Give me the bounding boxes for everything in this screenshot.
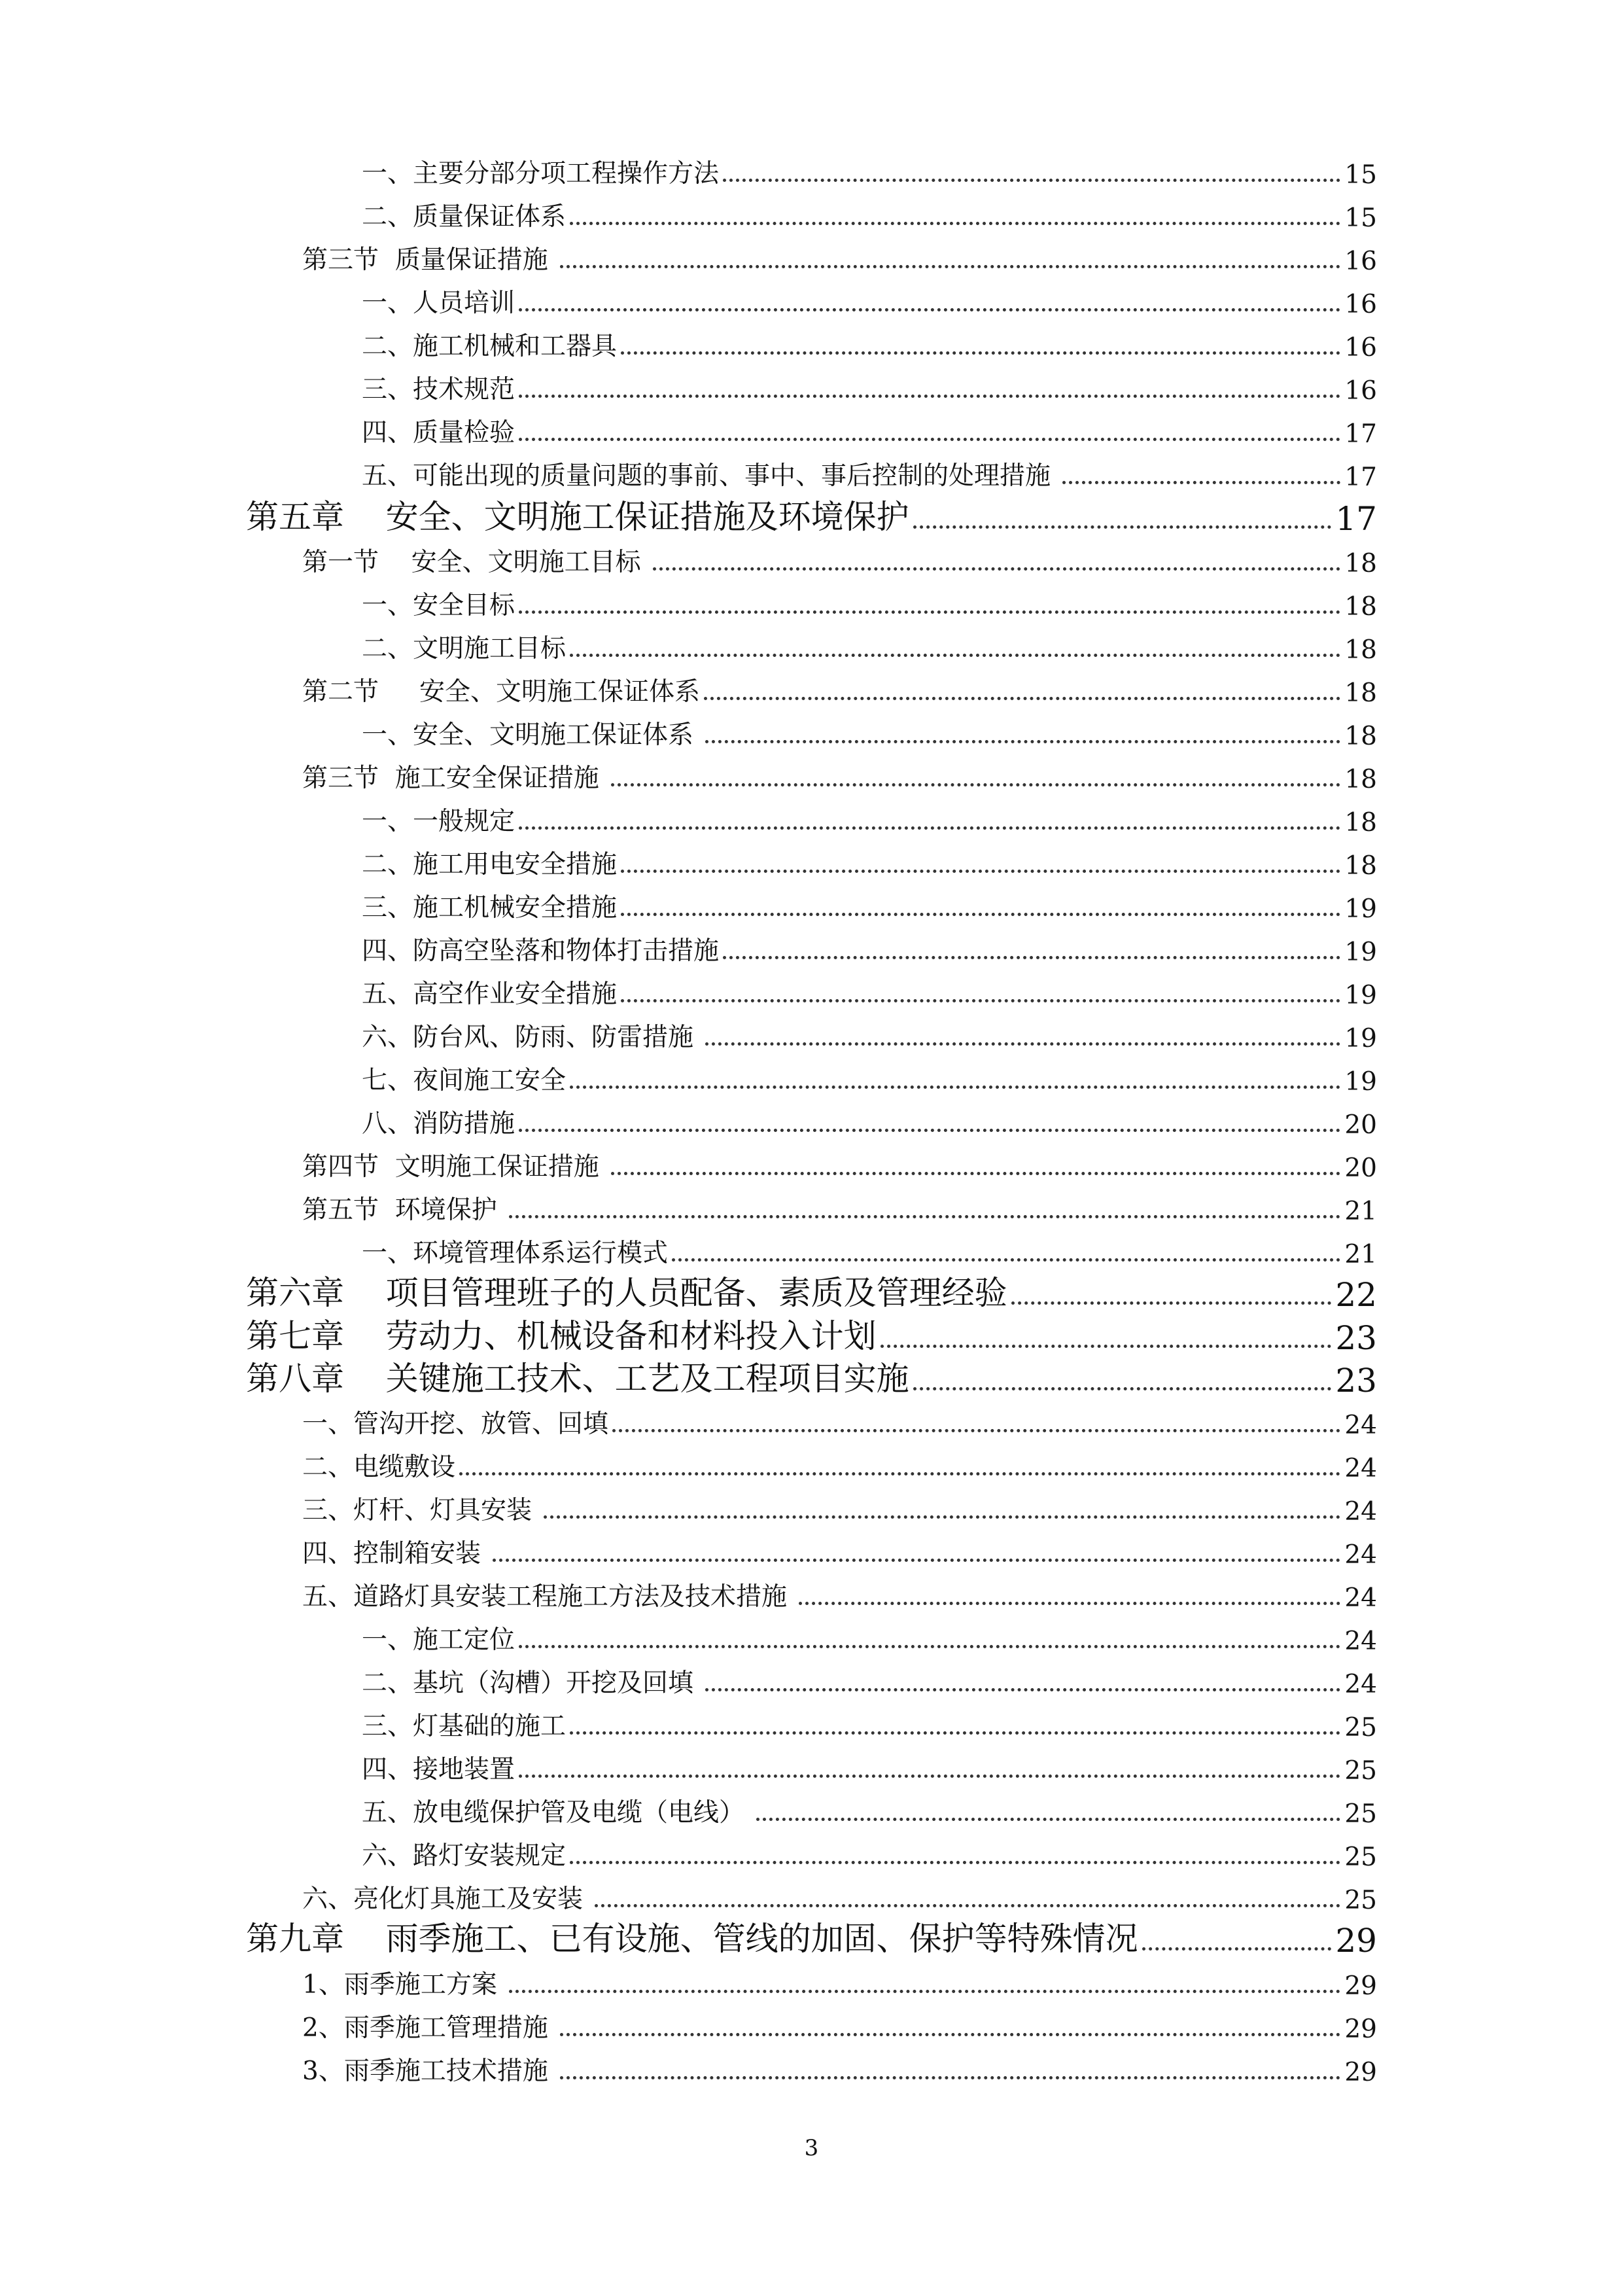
toc-entry-page-number: 16: [1344, 247, 1377, 276]
toc-entry-title: 第四节 文明施工保证措施: [302, 1152, 608, 1182]
toc-entry-title: 第七章 劳动力、机械设备和材料投入计划: [246, 1317, 877, 1355]
toc-entry[interactable]: [302, 667, 1377, 708]
dot-leader: [611, 1172, 1340, 1175]
toc-entry[interactable]: [362, 192, 1377, 233]
toc-entry-title: 六、防台风、防雨、防雷措施: [362, 1023, 702, 1052]
toc-chapter-entry[interactable]: [246, 1271, 1377, 1314]
toc-chapter-entry[interactable]: [246, 495, 1377, 538]
toc-entry[interactable]: [302, 236, 1377, 276]
dot-leader: [570, 654, 1340, 657]
toc-chapter-entry[interactable]: [246, 1356, 1377, 1400]
dot-leader: [723, 179, 1340, 182]
toc-entry-title: 第三节 施工安全保证措施: [302, 764, 608, 793]
toc-entry-title: 第五节 环境保护: [302, 1195, 506, 1225]
toc-entry-page-number: 22: [1335, 1276, 1377, 1314]
toc-entry-page-number: 15: [1344, 160, 1377, 190]
dot-leader: [509, 1990, 1340, 1993]
dot-leader: [493, 1559, 1340, 1562]
dot-leader: [756, 1818, 1340, 1821]
toc-entry-title: 二、质量保证体系: [362, 202, 567, 232]
toc-entry-title: 四、控制箱安装: [302, 1539, 489, 1568]
dot-leader: [1011, 1301, 1332, 1305]
dot-leader: [595, 1904, 1340, 1907]
dot-leader: [519, 826, 1340, 830]
dot-leader: [519, 395, 1340, 398]
toc-entry-title: 一、人员培训: [362, 289, 515, 318]
dot-leader: [621, 999, 1340, 1002]
dot-leader: [519, 610, 1340, 614]
toc-entry-title: 七、夜间施工安全: [362, 1066, 567, 1095]
dot-leader: [672, 1258, 1340, 1262]
dot-leader: [570, 1086, 1340, 1089]
dot-leader: [621, 913, 1340, 916]
toc-entry-title: 第五章 安全、文明施工保证措施及环境保护: [246, 498, 909, 536]
toc-entry[interactable]: [302, 1875, 1377, 1915]
toc-entry-page-number: 17: [1344, 463, 1377, 492]
dot-leader: [621, 870, 1340, 873]
toc-entry[interactable]: [362, 840, 1377, 881]
toc-entry-page-number: 25: [1344, 1843, 1377, 1872]
dot-leader: [705, 1688, 1340, 1691]
dot-leader: [459, 1472, 1340, 1475]
dot-leader: [560, 265, 1340, 268]
dot-leader: [544, 1515, 1340, 1519]
toc-entry-title: 五、高空作业安全措施: [362, 980, 618, 1009]
toc-entry-title: 第二节 安全、文明施工保证体系: [302, 677, 700, 707]
toc-entry-title: 五、可能出现的质量问题的事前、事中、事后控制的处理措施: [362, 461, 1059, 491]
toc-entry-title: 第六章 项目管理班子的人员配备、素质及管理经验: [246, 1274, 1007, 1312]
toc-entry[interactable]: [362, 451, 1377, 492]
dot-leader: [913, 1387, 1332, 1390]
toc-entry[interactable]: [302, 1486, 1377, 1527]
toc-entry[interactable]: [362, 1659, 1377, 1699]
toc-entry-page-number: 24: [1344, 1411, 1377, 1440]
toc-entry[interactable]: [362, 1099, 1377, 1140]
toc-entry[interactable]: [302, 1443, 1377, 1483]
toc-entry[interactable]: [302, 1529, 1377, 1570]
toc-entry[interactable]: [302, 1186, 1377, 1226]
toc-entry-page-number: 19: [1344, 894, 1377, 924]
toc-entry-page-number: 25: [1344, 1886, 1377, 1915]
toc-entry-page-number: 23: [1335, 1319, 1377, 1357]
toc-entry-page-number: 16: [1344, 333, 1377, 362]
toc-entry-title: 第九章 雨季施工、已有设施、管线的加固、保护等特殊情况: [246, 1920, 1138, 1958]
toc-entry-title: 二、电缆敷设: [302, 1453, 456, 1482]
toc-entry[interactable]: [362, 883, 1377, 924]
toc-entry-page-number: 18: [1344, 722, 1377, 751]
toc-entry-page-number: 19: [1344, 1024, 1377, 1053]
dot-leader: [1062, 481, 1340, 484]
toc-entry[interactable]: [362, 1229, 1377, 1269]
toc-entry-title: 二、基坑（沟槽）开挖及回填: [362, 1669, 702, 1698]
dot-leader: [519, 1775, 1340, 1778]
toc-entry-page-number: 19: [1344, 938, 1377, 967]
toc-entry-page-number: 29: [1344, 1971, 1377, 2001]
dot-leader: [723, 956, 1340, 959]
toc-entry-page-number: 21: [1344, 1197, 1377, 1226]
toc-entry-title: 一、主要分部分项工程操作方法: [362, 159, 720, 188]
toc-entry-page-number: 18: [1344, 679, 1377, 708]
toc-entry[interactable]: [362, 1013, 1377, 1053]
toc-entry-title: 二、文明施工目标: [362, 634, 567, 663]
toc-entry-title: 六、亮化灯具施工及安装: [302, 1884, 591, 1914]
dot-leader: [519, 1129, 1340, 1132]
toc-entry-title: 3、雨季施工技术措施: [302, 2057, 557, 2086]
dot-leader: [705, 740, 1340, 743]
toc-entry-title: 二、施工用电安全措施: [362, 850, 618, 879]
toc-entry[interactable]: [302, 1400, 1377, 1440]
toc-entry-title: 六、路灯安装规定: [362, 1841, 567, 1871]
toc-entry-page-number: 25: [1344, 1799, 1377, 1829]
toc-entry[interactable]: [362, 624, 1377, 665]
dot-leader: [881, 1345, 1332, 1348]
toc-entry[interactable]: [362, 970, 1377, 1010]
toc-entry[interactable]: [362, 322, 1377, 362]
toc-entry[interactable]: [362, 1056, 1377, 1097]
toc-entry-page-number: 25: [1344, 1756, 1377, 1786]
toc-entry[interactable]: [362, 279, 1377, 319]
toc-entry[interactable]: [302, 754, 1377, 794]
toc-entry-page-number: 25: [1344, 1713, 1377, 1742]
toc-entry-page-number: 19: [1344, 1067, 1377, 1097]
dot-leader: [704, 697, 1340, 700]
dot-leader: [509, 1215, 1340, 1218]
toc-entry-title: 一、安全目标: [362, 591, 515, 620]
dot-leader: [799, 1602, 1340, 1605]
toc-entry-page-number: 18: [1344, 851, 1377, 881]
toc-entry-page-number: 17: [1335, 500, 1377, 538]
toc-entry-page-number: 16: [1344, 290, 1377, 319]
toc-entry-page-number: 24: [1344, 1627, 1377, 1656]
toc-entry-title: 第三节 质量保证措施: [302, 245, 557, 275]
toc-entry-title: 1、雨季施工方案: [302, 1970, 506, 2000]
toc-entry-title: 第一节 安全、文明施工目标: [302, 548, 649, 577]
toc-chapter-entry[interactable]: [246, 1314, 1377, 1357]
toc-entry-page-number: 15: [1344, 203, 1377, 233]
toc-entry-title: 三、技术规范: [362, 375, 515, 404]
toc-entry-title: 一、环境管理体系运行模式: [362, 1239, 669, 1268]
toc-entry-page-number: 24: [1344, 1454, 1377, 1483]
toc-entry[interactable]: [362, 1616, 1377, 1656]
toc-entry-page-number: 24: [1344, 1497, 1377, 1527]
toc-entry[interactable]: [362, 365, 1377, 406]
page-number: 3: [804, 2135, 819, 2161]
toc-entry-title: 五、道路灯具安装工程施工方法及技术措施: [302, 1582, 795, 1612]
toc-entry-page-number: 18: [1344, 765, 1377, 794]
toc-entry-title: 一、施工定位: [362, 1625, 515, 1655]
toc-entry[interactable]: [362, 797, 1377, 838]
toc-entry-title: 三、施工机械安全措施: [362, 893, 618, 923]
toc-entry[interactable]: [362, 927, 1377, 967]
toc-entry-title: 二、施工机械和工器具: [362, 332, 618, 361]
toc-entry[interactable]: [362, 149, 1377, 190]
toc-entry[interactable]: [302, 1572, 1377, 1613]
toc-entry-page-number: 29: [1335, 1922, 1377, 1960]
toc-entry-title: 一、安全、文明施工保证体系: [362, 720, 702, 750]
toc-entry[interactable]: [362, 1788, 1377, 1829]
toc-entry-page-number: 18: [1344, 549, 1377, 578]
toc-entry-page-number: 24: [1344, 1670, 1377, 1699]
toc-entry-page-number: 17: [1344, 419, 1377, 449]
toc-entry-page-number: 18: [1344, 808, 1377, 838]
toc-entry[interactable]: [302, 1142, 1377, 1183]
toc-entry-title: 2、雨季施工管理措施: [302, 2013, 557, 2043]
toc-entry[interactable]: [362, 1745, 1377, 1786]
dot-leader: [519, 308, 1340, 311]
dot-leader: [705, 1042, 1340, 1046]
toc-entry-title: 五、放电缆保护管及电缆（电线）: [362, 1798, 753, 1828]
toc-entry-title: 四、防高空坠落和物体打击措施: [362, 936, 720, 966]
toc-entry-page-number: 29: [1344, 2058, 1377, 2087]
toc-entry-title: 八、消防措施: [362, 1109, 515, 1139]
toc-entry-title: 三、灯杆、灯具安装: [302, 1496, 540, 1525]
toc-entry[interactable]: [302, 538, 1377, 578]
toc-entry-title: 第八章 关键施工技术、工艺及工程项目实施: [246, 1360, 909, 1398]
toc-entry[interactable]: [362, 408, 1377, 449]
dot-leader: [519, 1645, 1340, 1648]
toc-entry-page-number: 20: [1344, 1110, 1377, 1140]
dot-leader: [913, 525, 1332, 529]
toc-entry-title: 三、灯基础的施工: [362, 1712, 567, 1741]
dot-leader: [570, 222, 1340, 225]
toc-entry-page-number: 16: [1344, 376, 1377, 406]
dot-leader: [560, 2033, 1340, 2036]
dot-leader: [560, 2076, 1340, 2079]
toc-entry[interactable]: [302, 1960, 1377, 2001]
toc-entry-title: 一、管沟开挖、放管、回填: [302, 1409, 609, 1439]
toc-entry[interactable]: [362, 1702, 1377, 1742]
toc-entry-page-number: 24: [1344, 1540, 1377, 1570]
toc-entry[interactable]: [362, 581, 1377, 622]
toc-entry-page-number: 21: [1344, 1240, 1377, 1269]
toc-entry-page-number: 20: [1344, 1154, 1377, 1183]
toc-entry[interactable]: [362, 711, 1377, 751]
toc-entry-page-number: 23: [1335, 1362, 1377, 1400]
toc-entry[interactable]: [302, 2004, 1377, 2044]
toc-entry[interactable]: [362, 1831, 1377, 1872]
dot-leader: [570, 1731, 1340, 1735]
dot-leader: [621, 351, 1340, 355]
toc-entry-title: 四、质量检验: [362, 418, 515, 448]
dot-leader: [612, 1429, 1340, 1432]
dot-leader: [570, 1861, 1340, 1864]
toc-entry-title: 一、一般规定: [362, 807, 515, 836]
dot-leader: [519, 438, 1340, 441]
toc-chapter-entry[interactable]: [246, 1916, 1377, 1960]
toc-entry-page-number: 29: [1344, 2015, 1377, 2044]
dot-leader: [653, 567, 1340, 571]
toc-entry[interactable]: [302, 2047, 1377, 2087]
toc-entry-page-number: 24: [1344, 1583, 1377, 1613]
dot-leader: [1142, 1947, 1332, 1951]
toc-entry-page-number: 18: [1344, 635, 1377, 665]
toc-entry-page-number: 18: [1344, 592, 1377, 622]
toc-entry-page-number: 19: [1344, 981, 1377, 1010]
dot-leader: [611, 783, 1340, 786]
toc-entry-title: 四、接地装置: [362, 1755, 515, 1784]
